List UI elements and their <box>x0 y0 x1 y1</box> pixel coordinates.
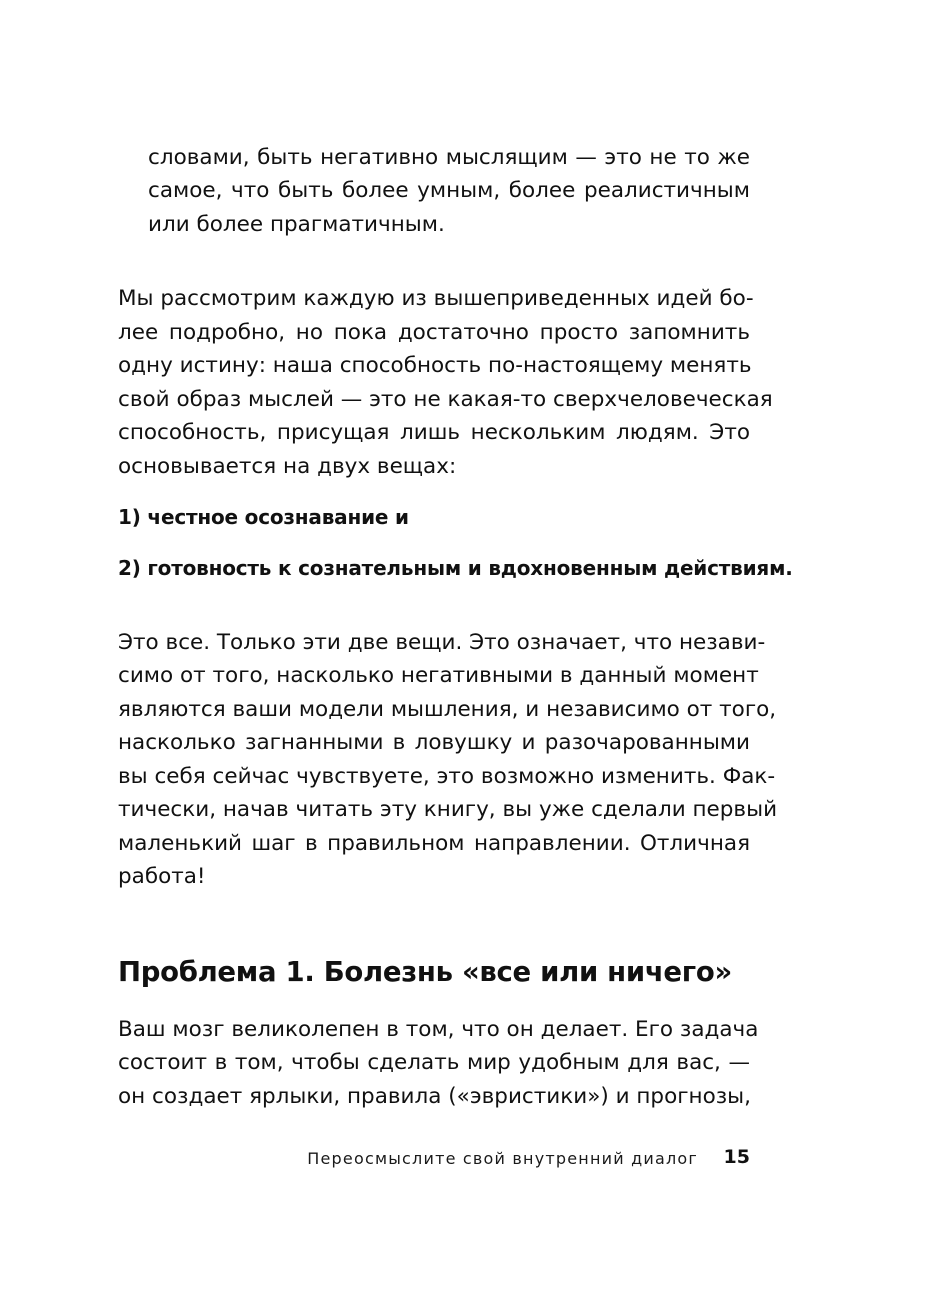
text-line: работа! <box>118 864 206 889</box>
list-item: 1) честное осознавание и <box>118 505 409 529</box>
section-heading: Проблема 1. Болезнь «все или ничего» <box>118 956 732 988</box>
text-line: одну истину: наша способность по-настоящему менять <box>118 353 752 378</box>
text-line: симо от того, насколько негативными в данный момент <box>118 663 759 688</box>
text-line: являются ваши модели мышления, и независимо от того, <box>118 697 777 722</box>
text-line: самое, что быть более умным, более реалистичным <box>148 178 750 203</box>
text-line: или более прагматичным. <box>148 212 445 237</box>
text-line: состоит в том, чтобы сделать мир удобным для вас, — <box>118 1050 750 1075</box>
text-line: Мы рассмотрим каждую из вышеприведенных идей бо- <box>118 286 754 311</box>
text-line: способность, присущая лишь нескольким людям. Это <box>118 420 750 445</box>
running-title: Переосмыслите свой внутренний диалог <box>307 1149 698 1168</box>
text-line: Это все. Только эти две вещи. Это означает, что незави- <box>118 630 766 655</box>
page-footer <box>0 1146 750 1170</box>
text-line: основывается на двух вещах: <box>118 454 457 479</box>
text-line: словами, быть негативно мыслящим — это не то же <box>148 145 750 170</box>
text-line: тически, начав читать эту книгу, вы уже сделали первый <box>118 797 778 822</box>
page-number: 15 <box>723 1146 750 1168</box>
list-item: 2) готовность к сознательным и вдохновенным действиям. <box>118 556 793 580</box>
text-line: он создает ярлыки, правила («эвристики») и прогнозы, <box>118 1084 751 1109</box>
text-line: Ваш мозг великолепен в том, что он делает. Его задача <box>118 1017 759 1042</box>
text-line: лее подробно, но пока достаточно просто запомнить <box>118 320 750 345</box>
text-line: вы себя сейчас чувствуете, это возможно изменить. Фак- <box>118 764 776 789</box>
text-line: маленький шаг в правильном направлении. Отличная <box>118 831 750 856</box>
text-line: насколько загнанными в ловушку и разочарованными <box>118 730 750 755</box>
text-line: свой образ мыслей — это не какая-то сверхчеловеческая <box>118 387 773 412</box>
